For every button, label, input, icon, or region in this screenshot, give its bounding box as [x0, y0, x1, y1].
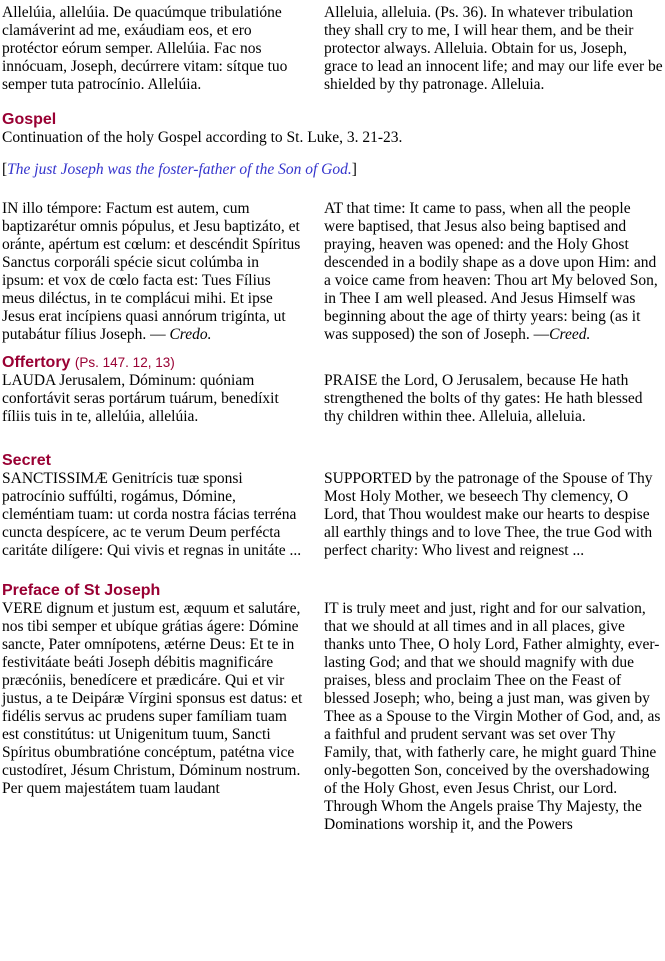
preface-columns	[2, 600, 663, 834]
offertory-heading	[2, 354, 663, 372]
secret-columns	[2, 470, 663, 560]
gospel-heading: Gospel	[2, 111, 57, 128]
preface-section	[2, 582, 663, 834]
alleluia-english-paragraph: Alleluia, alleluia. (Ps. 36). In whatever tribulation they shall cry to me, I will hear them, and be their protector always. Alleluia. Obtain for us, Joseph, grace to lead an innocent life; and may our life ever be shielded by thy patronage. Alleluia.	[324, 4, 663, 93]
secret-english-paragraph: SUPPORTED by the patronage of the Spouse of Thy Most Holy Mother, we beseech Thy clemency, O Lord, that Thou wouldest make our hearts to despise all earthly things and to love Thee, the true God with perfect charity: Who livest and reignest ...	[324, 470, 653, 559]
offertory-heading-title: Offertory	[2, 354, 71, 371]
gospel-latin-credo: Credo.	[169, 326, 212, 343]
gospel-citation: Continuation of the holy Gospel according to St. Luke, 3. 21-23.	[2, 129, 403, 146]
offertory-psalm-reference: (Ps. 147. 12, 13)	[74, 355, 175, 370]
gospel-section	[2, 111, 663, 344]
offertory-latin-paragraph: LAUDA Jerusalem, Dóminum: quóniam confortávit seras portárum tuárum, benedíxit fíliis tuis in te, allelúia, allelúia.	[2, 372, 279, 425]
gospel-english-creed: Creed.	[549, 326, 591, 343]
alleluia-section	[2, 4, 663, 94]
gospel-english-paragraph	[324, 200, 663, 344]
gospel-columns	[2, 200, 663, 344]
preface-english-paragraph: IT is truly meet and just, right and for our salvation, that we should at all times and in all places, give thanks unto Thee, O holy Lord, Father almighty, ever-lasting God; and that we should magnify with due praises, bless and proclaim Thee on the Feast of blessed Joseph; who, being a just man, was given by Thee as a Spouse to the Virgin Mother of God, and, as a faithful and prudent servant was set over Thy Family, that, with fatherly care, he might guard Thine only-begotten Son, conceived by the overshadowing of the Holy Ghost, even Jesus Christ, our Lord. Through Whom the Angels praise Thy Majesty, the Dominations worship it, and the Powers	[324, 600, 661, 833]
offertory-english-paragraph: PRAISE the Lord, O Jerusalem, because He hath strengthened the bolts of thy gates: He hath blessed thy children within thee. Alleluia, alleluia.	[324, 372, 643, 425]
gospel-english-text: AT that time: It came to pass, when all the people were baptised, that Jesus also being baptised and praying, heaven was opened: and the Holy Ghost descended in a bodily shape as a dove upon Him: and a voice came from heaven: Thou art My beloved Son, in Thee I am well pleased. And Jesus Himself was beginning about the age of thirty years: being (as it was supposed) the son of Joseph. —	[324, 200, 658, 343]
preface-latin-paragraph: VERE dignum et justum est, æquum et salutáre, nos tibi semper et ubíque grátias ágere: Dómine sancte, Pater omnípotens, ætérne Deus: Et te in festivitáate beáti Joseph débitis magnificáre præcóniis, benedícere et prædicáre. Qui et vir justus, a te Deipáræ Vírgini sponsus est datus: et fidélis servus ac prudens super famíliam tuam est constitútus: ut Unigenitum tuum, Sancti Spíritus obumbratióne concéptum, patétna vice custodíret, Jésum Christum, Dóminum nostrum. Per quem majestátem tuam laudant	[2, 600, 303, 797]
gospel-note-close-bracket: ]	[351, 161, 357, 178]
gospel-note-line	[2, 161, 663, 179]
secret-latin-paragraph: SANCTISSIMÆ Genitrícis tuæ sponsi patrocínio suffúlti, rogámus, Dómine, cleméntiam tuam: ut corda nostra fácias terréna cuncta despícere, ac te verum Deum perfécta caritáte dilígere: Qui vivis et regnas in unitáte ...	[2, 470, 302, 559]
offertory-columns	[2, 372, 663, 426]
gospel-note-text: The just Joseph was the foster-father of the Son of God.	[7, 161, 352, 178]
preface-heading: Preface of St Joseph	[2, 582, 161, 599]
secret-heading: Secret	[2, 452, 51, 469]
offertory-section	[2, 354, 663, 426]
gospel-latin-paragraph	[2, 200, 304, 344]
gospel-note-open-bracket: [	[2, 161, 8, 178]
secret-section	[2, 452, 663, 560]
alleluia-latin-paragraph: Allelúia, allelúia. De quacúmque tribulatióne clamáverint ad me, exáudiam eos, et ero protéctor eórum semper. Allelúia. Fac nos innócuam, Joseph, decúrrere vitam: sítque tuo semper tuta patrocínio. Allelúia.	[2, 4, 288, 93]
alleluia-columns	[2, 4, 663, 94]
gospel-latin-text: IN illo témpore: Factum est autem, cum baptizarétur omnis pópulus, et Jesu baptizáto, et oránte, apértum est cœlum: et descéndit Spíritus Sanctus corporáli spécie sicut colúmba in ipsum: et vox de cœlo facta est: Tues Fílius meus diléctus, in te complácui mihi. Et ipse Jesus erat incípiens quasi annórum trigínta, ut putabátur fílius Joseph. —	[2, 200, 301, 343]
